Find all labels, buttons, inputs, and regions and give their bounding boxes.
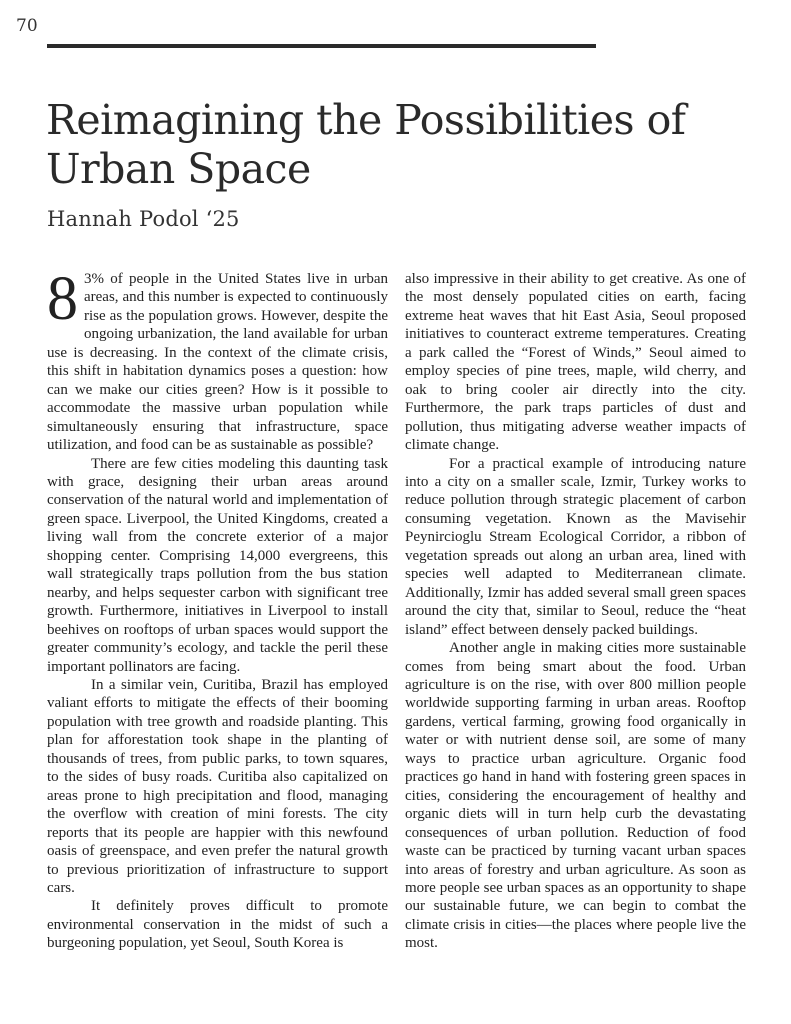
article-author: Hannah Podol ‘25 <box>47 207 240 231</box>
paragraph: There are few cities modeling this daunting task with grace, designing their urban areas around conservation of the natural world and implementation of green space. Liverpool, the United Kingdoms, created a living wall from the concrete exterior of a major shopping center. Comprising 14,000 evergreens, this wall strategically traps pollution from the bus station nearby, and helps sequester carbon with significant tree growth. Furthermore, initiatives in Liverpool to install beehives on rooftops of urban spaces would support the greater community’s ecology, and tackle the peril these important pollinators are facing. <box>47 455 388 675</box>
paragraph: Another angle in making cities more sustainable comes from being smart about the food. Urban agriculture is on the rise, with over 800 million people worldwide supporting farming in urban areas. Rooftop gardens, vertical farming, growing food organically in water or with nutrient dense soil, are some of many ways to practice urban agriculture. Organic food practices go hand in hand with fostering green spaces in cities, considering the encouragement of healthy and organic diets will in turn help curb the devastating consequences of urban pollution. Reduction of food waste can be practiced by turning vacant urban spaces into areas of forestry and urban agriculture. As soon as more people see urban spaces as an opportunity to shape our sustainable future, we can begin to combat the climate crisis in cities—the places where people live the most. <box>405 640 746 952</box>
left-column <box>47 265 388 953</box>
paragraph <box>47 265 388 455</box>
article-title: Reimagining the Possibilities of Urban Space <box>46 96 686 193</box>
paragraph: also impressive in their ability to get creative. As one of the most densely populated cities on earth, facing extreme heat waves that hit East Asia, Seoul proposed initiatives to counteract extreme temperatures. Creating a park called the “Forest of Winds,” Seoul aimed to employ species of pine trees, maple, wild cherry, and oak to bring cooler air directly into the city. Furthermore, the park traps particles of dust and pollution, thus mitigating adverse weather impacts of climate change. <box>405 271 746 454</box>
paragraph: It definitely proves difficult to promote environmental conservation in the midst of such a burgeoning population, yet Seoul, South Korea is <box>47 898 388 952</box>
paragraph: In a similar vein, Curitiba, Brazil has employed valiant efforts to mitigate the effects of their booming population with tree growth and roadside planting. This plan for afforestation took shape in the planting of thousands of trees, from public parks, to town squares, to the sides of busy roads. Curitiba also capitalized on areas prone to high precipitation and flood, managing the overflow with creation of mini forests. The city reports that its people are happier with this newfound oasis of greenspace, and even prefer the natural growth to previous prioritization of infrastructure to support cars. <box>47 676 388 896</box>
right-column <box>405 270 746 953</box>
paragraph-text: 3% of people in the United States live in urban areas, and this number is expected to continuously rise as the population grows. However, despite the ongoing urbanization, the land available for urban use is decreasing. In the context of the climate crisis, this shift in habitation dynamics poses a question: how can we make our cities green? How is it possible to accommodate the massive urban population while simultaneously ensuring that infrastructure, space utilization, and food can be as sustainable as possible? <box>47 271 388 454</box>
drop-cap: 8 <box>47 265 78 333</box>
paragraph: For a practical example of introducing nature into a city on a smaller scale, Izmir, Turkey works to reduce pollution through strategic placement of carbon consuming vegetation. Known as the Mavisehir Peynircioglu Stream Ecological Corridor, a ribbon of vegetation spreads out along an urban area, lined with species well adapted to Mediterranean climate. Additionally, Izmir has added several small green spaces around the city that, similar to Seoul, reduce the “heat island” effect between densely packed buildings. <box>405 455 746 638</box>
page-number: 70 <box>16 16 38 36</box>
header-rule <box>47 44 596 48</box>
